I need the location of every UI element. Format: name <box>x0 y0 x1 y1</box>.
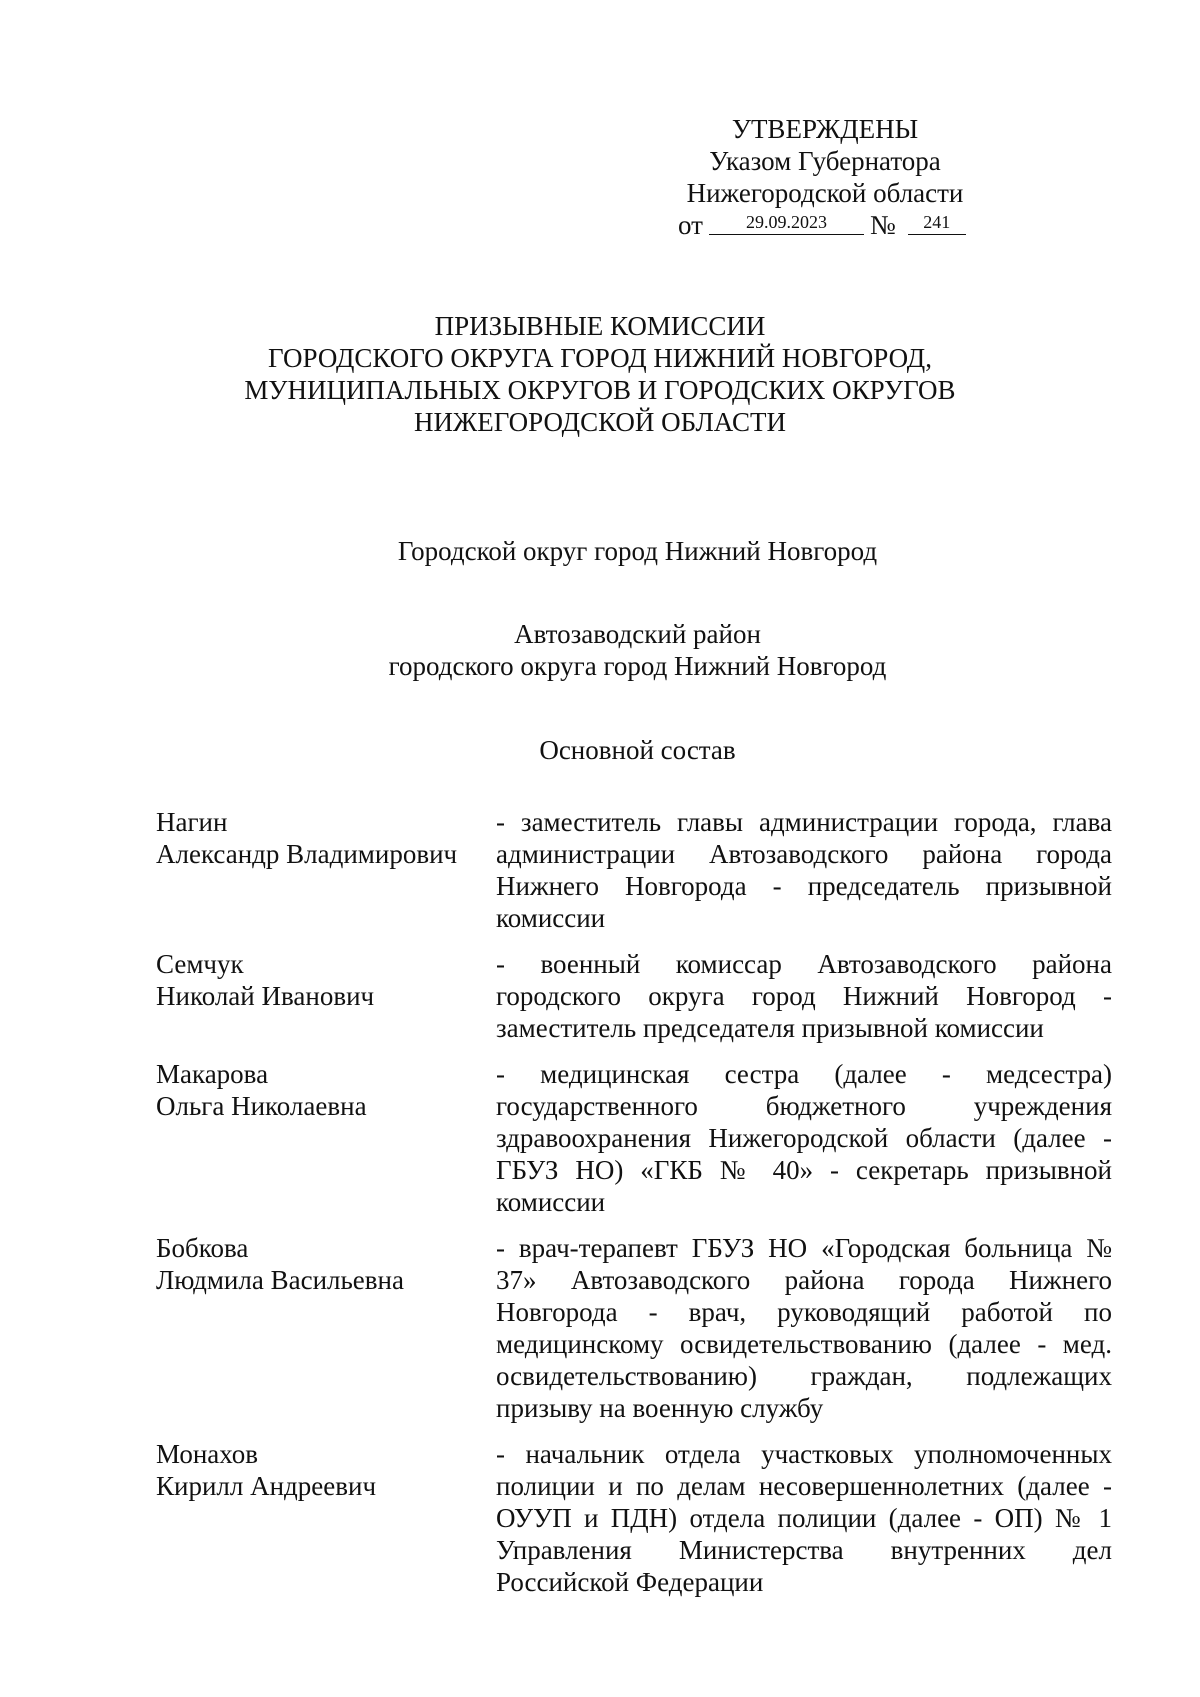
from-label: от <box>678 210 703 240</box>
district-line-2: городского округа город Нижний Новгород <box>388 651 887 681</box>
decree-date: 29.09.2023 <box>709 211 864 235</box>
member-name <box>156 1232 496 1424</box>
member-surname: Монахов <box>156 1439 258 1469</box>
member-role: - начальник отдела участковых уполномоченных полиции и по делам несовершеннолетних (далее - ОУУП и ПДН) отдела полиции (далее - ОП) № 1 Управления Министерства внутренних дел Российской Федерации <box>496 1439 1112 1597</box>
approval-decree: Указом Губернатора <box>709 146 941 176</box>
member-surname: Макарова <box>156 1059 269 1089</box>
document-title <box>0 310 1200 438</box>
member-name <box>156 1438 496 1598</box>
approval-heading: УТВЕРЖДЕНЫ <box>731 114 919 144</box>
member-role: - военный комиссар Автозаводского района городского округа город Нижний Новгород - заместитель председателя призывной комиссии <box>496 949 1112 1043</box>
member-given-names: Ольга Николаевна <box>156 1091 367 1121</box>
member-role: - заместитель главы администрации города, глава администрации Автозаводского района города Нижнего Новгорода - председатель призывной комиссии <box>496 807 1112 933</box>
member-surname: Семчук <box>156 949 244 979</box>
member-role: - врач-терапевт ГБУЗ НО «Городская больница № 37» Автозаводского района города Нижнего Новгорода - врач, руководящий работой по медицинскому освидетельствованию (далее - мед. освидетельствованию) граждан, подлежащих призыву на военную службу <box>496 1233 1112 1423</box>
district-line-1: Автозаводский район <box>514 619 761 649</box>
number-label: № <box>869 210 896 240</box>
member-surname: Нагин <box>156 807 228 837</box>
member-entry <box>156 1438 1112 1598</box>
member-name <box>156 806 496 934</box>
member-name <box>156 948 496 1044</box>
member-surname: Бобкова <box>156 1233 249 1263</box>
member-given-names: Николай Иванович <box>156 981 375 1011</box>
title-line-4: НИЖЕГОРОДСКОЙ ОБЛАСТИ <box>414 407 786 437</box>
approval-block <box>680 113 970 241</box>
composition-heading <box>0 734 1200 766</box>
composition-heading-text: Основной состав <box>539 735 736 765</box>
member-name <box>156 1058 496 1218</box>
member-given-names: Людмила Васильевна <box>156 1265 404 1295</box>
title-line-3: МУНИЦИПАЛЬНЫХ ОКРУГОВ И ГОРОДСКИХ ОКРУГОВ <box>244 375 956 405</box>
member-entry <box>156 948 1112 1044</box>
member-given-names: Александр Владимирович <box>156 839 458 869</box>
district-heading <box>0 618 1200 682</box>
approval-date-line <box>678 209 970 241</box>
members-list <box>156 806 1112 1612</box>
member-role: - медицинская сестра (далее - медсестра) государственного бюджетного учреждения здравоохранения Нижегородской области (далее - ГБУЗ НО) «ГКБ № 40» - секретарь призывной комиссии <box>496 1059 1112 1217</box>
city-heading <box>0 535 1200 567</box>
decree-number: 241 <box>908 211 966 235</box>
member-entry <box>156 1232 1112 1424</box>
member-entry <box>156 1058 1112 1218</box>
title-line-2: ГОРОДСКОГО ОКРУГА ГОРОД НИЖНИЙ НОВГОРОД, <box>268 343 932 373</box>
member-given-names: Кирилл Андреевич <box>156 1471 377 1501</box>
city-heading-text: Городской округ город Нижний Новгород <box>397 536 878 566</box>
member-entry <box>156 806 1112 934</box>
approval-region: Нижегородской области <box>686 178 964 208</box>
title-line-1: ПРИЗЫВНЫЕ КОМИССИИ <box>434 311 766 341</box>
